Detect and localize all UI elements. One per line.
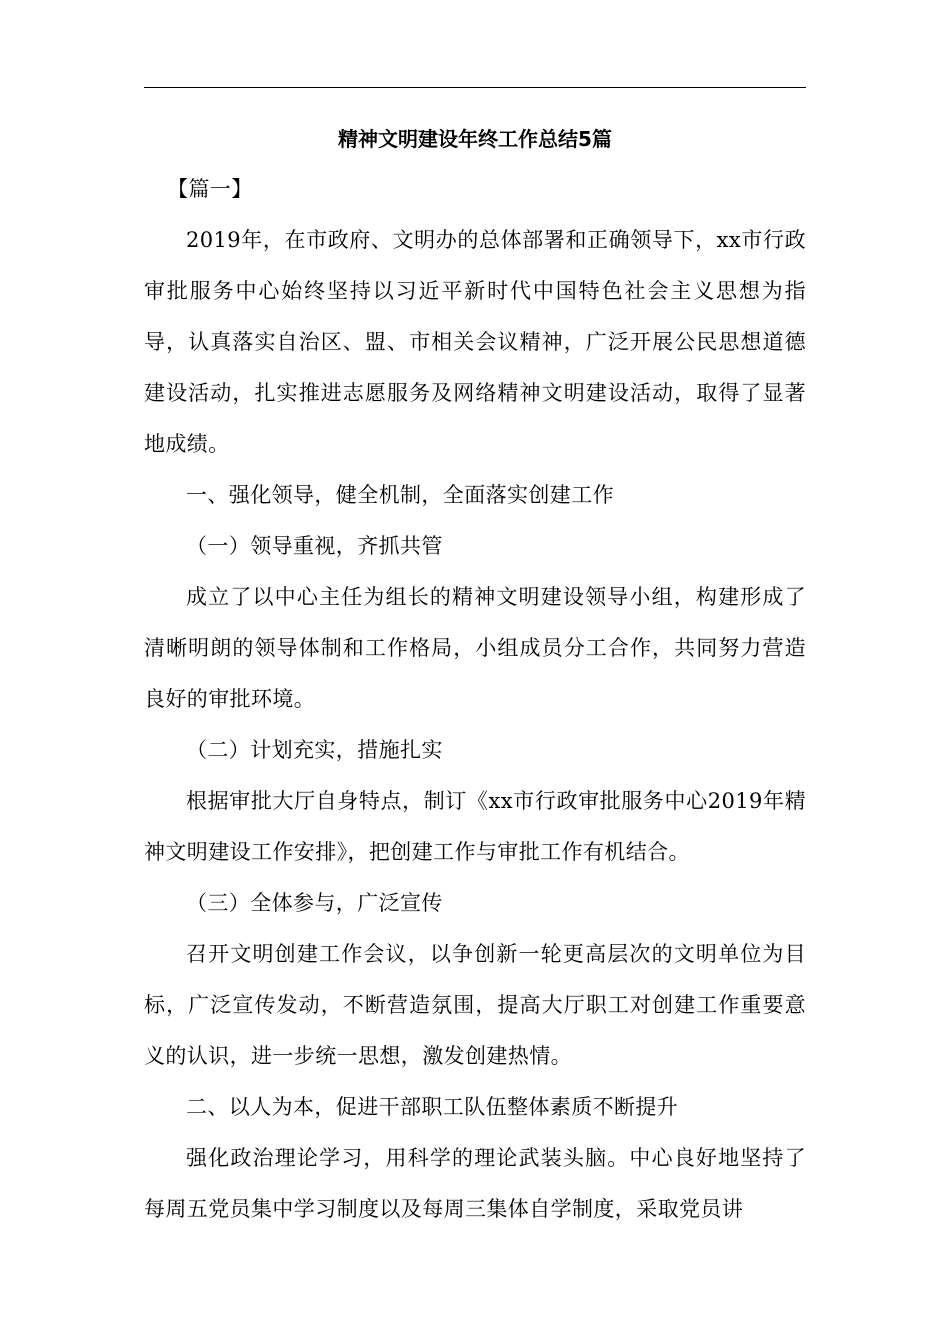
subsection-heading: （一）领导重视，齐抓共管 (186, 534, 443, 558)
section-heading: 二、以人为本，促进干部职工队伍整体素质不断提升 (186, 1095, 679, 1119)
document-body (144, 164, 806, 1235)
subsection-heading: （二）计划充实，措施扎实 (186, 738, 443, 762)
document-title: 精神文明建设年终工作总结5篇 (338, 127, 612, 151)
body-paragraph: 成立了以中心主任为组长的精神文明建设领导小组，构建形成了清晰明朗的领导体制和工作格局，小组成员分工合作，共同努力营造良好的审批环境。 (144, 585, 806, 711)
body-paragraph: 2019年，在市政府、文明办的总体部署和正确领导下，xx市行政审批服务中心始终坚持以习近平新时代中国特色社会主义思想为指导，认真落实自治区、盟、市相关会议精神，广泛开展公民思想道德建设活动，扎实推进志愿服务及网络精神文明建设活动，取得了显著地成绩。 (144, 228, 806, 456)
body-paragraph: 强化政治理论学习，用科学的理论武装头脑。中心良好地坚持了每周五党员集中学习制度以及每周三集体自学制度，采取党员讲 (144, 1146, 806, 1221)
subsection-heading: （三）全体参与，广泛宣传 (186, 891, 443, 915)
section-heading: 一、强化领导，健全机制，全面落实创建工作 (186, 483, 614, 507)
section-label: 【篇一】 (167, 177, 253, 201)
body-paragraph: 根据审批大厅自身特点，制订《xx市行政审批服务中心2019年精神文明建设工作安排》，把创建工作与审批工作有机结合。 (144, 789, 806, 864)
body-paragraph: 召开文明创建工作会议，以争创新一轮更高层次的文明单位为目标，广泛宣传发动，不断营造氛围，提高大厅职工对创建工作重要意义的认识，进一步统一思想，激发创建热情。 (144, 942, 806, 1068)
header-rule (144, 87, 806, 88)
